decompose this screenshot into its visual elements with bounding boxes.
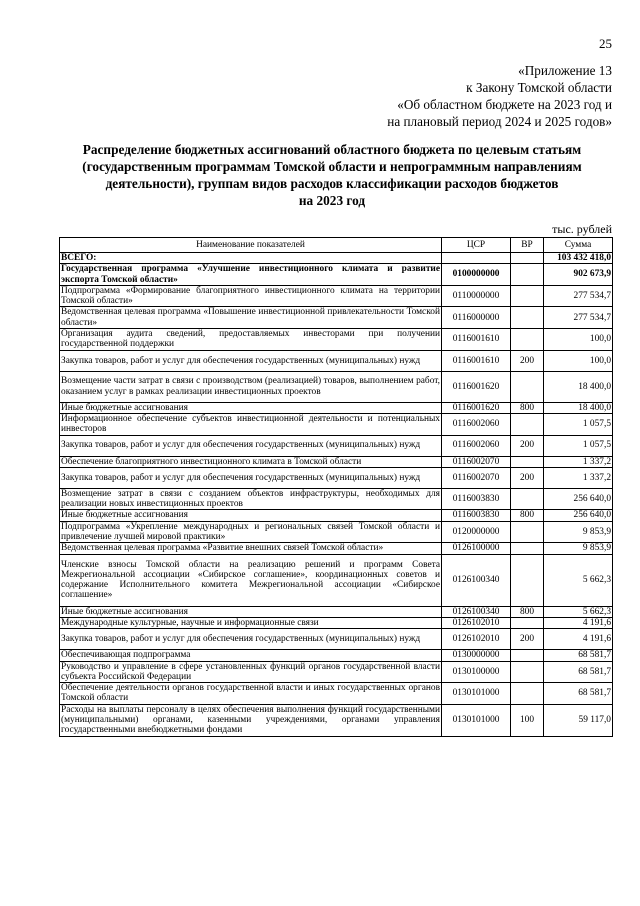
title-line: деятельности), группам видов расходов классификации расходов бюджетов [105,176,559,191]
row-code-cell: 0100000000 [442,264,511,286]
row-name-cell: Закупка товаров, работ и услуг для обеспечения государственных (муниципальных) нужд [60,435,442,456]
row-code-cell: 0116000000 [442,307,511,329]
row-code-cell: 0116002060 [442,413,511,435]
table-row [60,307,613,329]
table-row [60,543,613,554]
row-name-cell: Возмещение затрат в связи с созданием объектов инфраструктуры, необходимых для реализации новых инвестиционных проектов [61,488,440,510]
row-vr-cell [511,253,544,264]
row-name-cell: Иные бюджетные ассигнования [60,606,442,617]
row-vr-cell [511,371,544,402]
row-sum-cell: 277 534,7 [544,307,613,329]
budget-table [59,237,613,737]
page-number: 25 [599,36,612,51]
table-row [60,629,613,650]
row-sum-cell: 9 853,9 [544,521,613,543]
document-title [52,141,612,209]
row-name-cell: Информационное обеспечение субъектов инвестиционной деятельности и потенциальных инвесторов [61,413,440,435]
table-row [60,402,613,413]
row-name-cell: Международные культурные, научные и информационные связи [60,617,442,628]
row-sum-cell: 256 640,0 [544,488,613,510]
row-vr-cell [511,617,544,628]
row-sum-cell: 1 337,2 [544,456,613,467]
row-vr-cell [511,456,544,467]
row-code-cell: 0116001620 [442,371,511,402]
row-sum-cell: 68 581,7 [544,661,613,683]
row-code-cell: 0120000000 [442,521,511,543]
table-row [60,456,613,467]
header-sum: Сумма [544,238,613,253]
table-row [60,683,613,705]
row-vr-cell: 100 [511,704,544,736]
header-code: ЦСР [442,238,511,253]
row-code-cell: 0130100000 [442,661,511,683]
row-name-cell: Закупка товаров, работ и услуг для обеспечения государственных (муниципальных) нужд [60,467,442,488]
row-code-cell: 0116002070 [442,456,511,467]
table-row [60,435,613,456]
row-name-cell: Ведомственная целевая программа «Повышение инвестиционной привлекательности Томской области» [61,307,440,328]
row-name-cell: Ведомственная целевая программа «Развитие внешних связей Томской области» [60,543,442,554]
row-sum-cell: 1 057,5 [544,435,613,456]
row-sum-cell: 4 191,6 [544,617,613,628]
title-line: Распределение бюджетных ассигнований областного бюджета по целевым статьям [82,142,582,157]
row-vr-cell [511,285,544,307]
row-vr-cell [511,543,544,554]
row-sum-cell: 100,0 [544,350,613,371]
table-row [60,650,613,661]
row-name-cell: Подпрограмма «Формирование благоприятного инвестиционного климата на территории Томской области» [61,285,440,307]
units-label: тыс. рублей [552,222,612,236]
row-name-cell: Обеспечение деятельности органов государственной власти и иных государственных органов Томской области [61,683,440,704]
row-code-cell: 0116002060 [442,435,511,456]
row-sum-cell: 4 191,6 [544,629,613,650]
row-vr-cell: 800 [511,510,544,521]
table-row [60,510,613,521]
row-sum-cell: 18 400,0 [544,371,613,402]
row-vr-cell [511,488,544,510]
row-sum-cell: 100,0 [544,329,613,351]
table-row [60,264,613,286]
table-row [60,617,613,628]
row-sum-cell: 1 337,2 [544,467,613,488]
row-name-cell: Иные бюджетные ассигнования [60,402,442,413]
row-code-cell: 0116001620 [442,402,511,413]
row-sum-cell: 902 673,9 [544,264,613,286]
row-sum-cell: 68 581,7 [544,683,613,705]
appendix-line: к Закону Томской области [466,80,612,95]
row-vr-cell [511,521,544,543]
appendix-line: на плановый период 2024 и 2025 годов» [387,114,612,129]
row-name-cell: Закупка товаров, работ и услуг для обеспечения государственных (муниципальных) нужд [60,350,442,371]
row-sum-cell: 68 581,7 [544,650,613,661]
row-name-cell: Возмещение части затрат в связи с производством (реализацией) товаров, выполнением работ, оказанием услуг в рамках реализации инвестиционных проектов [60,371,442,402]
row-vr-cell [511,554,544,606]
table-row [60,253,613,264]
row-name-cell: Расходы на выплаты персоналу в целях обеспечения выполнения функций государственными (муниципальными) органами, казенными учреждениями, органами управления государственными внебюджетными фондами [61,704,440,736]
row-name-cell: Закупка товаров, работ и услуг для обеспечения государственных (муниципальных) нужд [60,629,442,650]
row-name-cell: Членские взносы Томской области на реализацию решений и программ Совета Межрегиональной ассоциации «Сибирское соглашение», координационных советов и содержание Исполнительного комитета Межрегиональной ассоциации «Сибирское соглашение» [60,554,442,606]
row-code-cell: 0116002070 [442,467,511,488]
row-code-cell: 0126102010 [442,629,511,650]
table-row [60,606,613,617]
row-code-cell: 0126100000 [442,543,511,554]
row-sum-cell: 103 432 418,0 [544,253,613,264]
row-code-cell: 0126100340 [442,606,511,617]
row-vr-cell: 200 [511,350,544,371]
row-name-cell: Подпрограмма «Укрепление международных и региональных связей Томской области и привлечение лучшей мировой практики» [61,521,440,543]
table-row [60,329,613,351]
row-vr-cell [511,307,544,329]
row-sum-cell: 59 117,0 [544,704,613,736]
header-name: Наименование показателей [60,238,442,253]
title-line: на 2023 год [298,193,366,208]
row-name-cell: Организация аудита сведений, предоставляемых инвесторами при получении государственной поддержки [61,329,440,350]
row-sum-cell: 5 662,3 [544,554,613,606]
row-vr-cell [511,329,544,351]
row-code-cell: 0116001610 [442,350,511,371]
title-line: (государственным программам Томской области и непрограммным направлениям [82,159,582,174]
table-header-row [60,238,613,253]
row-sum-cell: 1 057,5 [544,413,613,435]
appendix-header [232,62,612,130]
header-vr: ВР [511,238,544,253]
row-sum-cell: 277 534,7 [544,285,613,307]
table-row [60,285,613,307]
row-code-cell: 0126102010 [442,617,511,628]
row-name-cell: Обеспечение благоприятного инвестиционного климата в Томской области [60,456,442,467]
row-name-cell: Руководство и управление в сфере установленных функций органов государственной власти субъекта Российской Федерации [61,661,440,682]
row-sum-cell: 18 400,0 [544,402,613,413]
row-vr-cell: 200 [511,435,544,456]
row-vr-cell: 800 [511,402,544,413]
row-vr-cell: 200 [511,467,544,488]
row-code-cell: 0116001610 [442,329,511,351]
row-vr-cell: 800 [511,606,544,617]
row-name-cell: Государственная программа «Улучшение инвестиционного климата и развитие экспорта Томской области» [61,264,440,285]
row-sum-cell: 5 662,3 [544,606,613,617]
row-code-cell [442,253,511,264]
row-name-cell: Иные бюджетные ассигнования [60,510,442,521]
table-body [60,253,613,737]
table-row [60,488,613,510]
row-code-cell: 0110000000 [442,285,511,307]
table-row [60,661,613,683]
row-code-cell: 0126100340 [442,554,511,606]
row-code-cell: 0130101000 [442,683,511,705]
table-row [60,467,613,488]
row-code-cell: 0116003830 [442,488,511,510]
row-vr-cell [511,661,544,683]
table-row [60,413,613,435]
row-vr-cell [511,650,544,661]
row-sum-cell: 9 853,9 [544,543,613,554]
row-name-cell: ВСЕГО: [60,253,442,264]
row-vr-cell: 200 [511,629,544,650]
table-row [60,554,613,606]
appendix-line: «Приложение 13 [518,63,612,78]
row-vr-cell [511,683,544,705]
row-code-cell: 0116003830 [442,510,511,521]
row-code-cell: 0130101000 [442,704,511,736]
row-vr-cell [511,413,544,435]
table-row [60,521,613,543]
table-row [60,350,613,371]
appendix-line: «Об областном бюджете на 2023 год и [397,97,612,112]
row-sum-cell: 256 640,0 [544,510,613,521]
row-name-cell: Обеспечивающая подпрограмма [60,650,442,661]
row-code-cell: 0130000000 [442,650,511,661]
row-vr-cell [511,264,544,286]
table-row [60,371,613,402]
table-row [60,704,613,736]
